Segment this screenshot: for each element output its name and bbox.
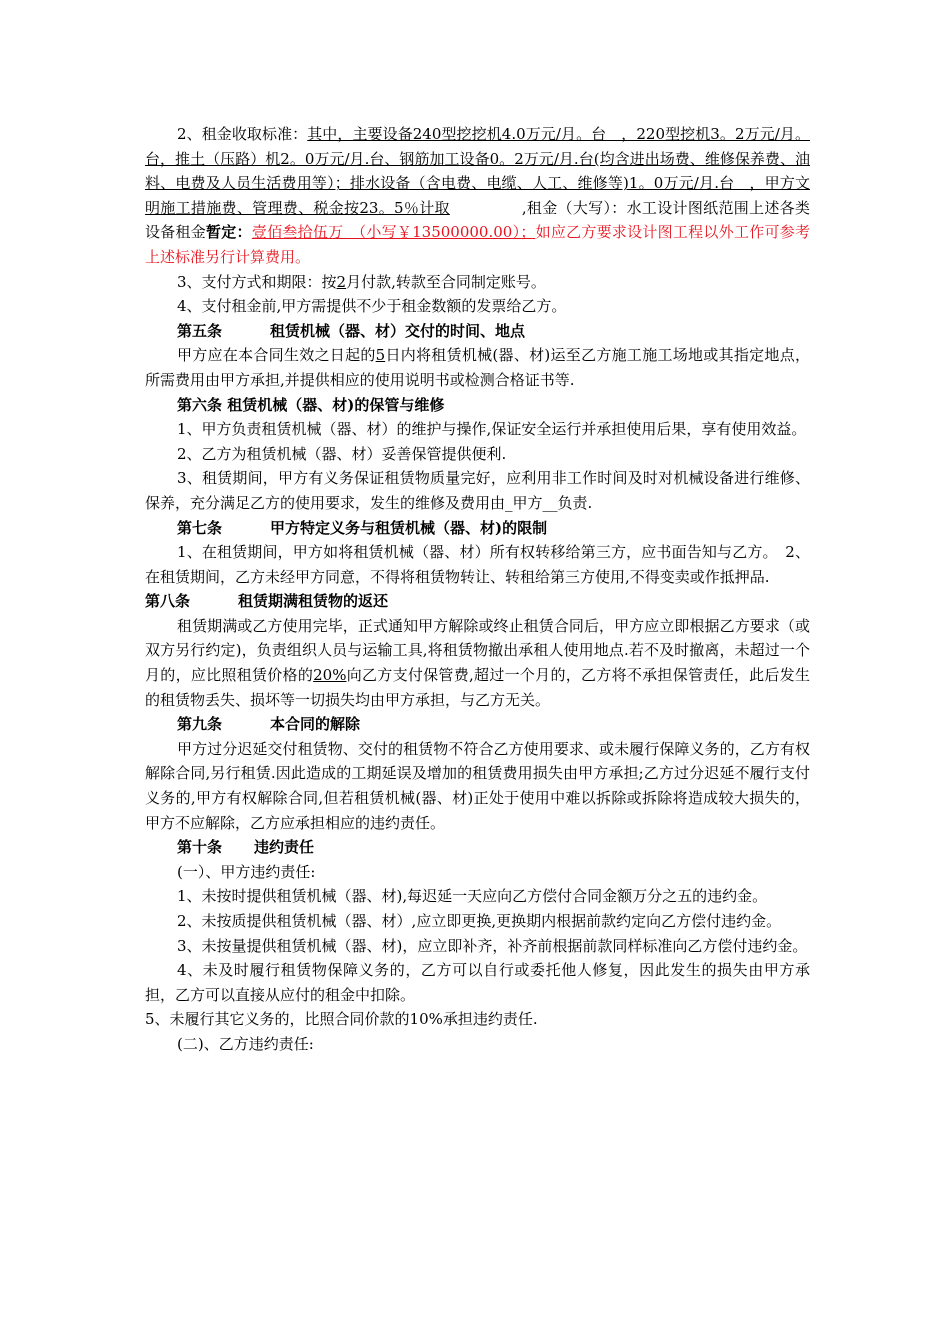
document-page (145, 122, 810, 1057)
text-segment: 甲方应在本合同生效之日起的 (177, 346, 376, 365)
clause-title: 租赁机械（器、材）交付的时间、地点 (270, 321, 526, 340)
clause-number: 第八条 (145, 592, 191, 611)
text-segment: 日内将租赁机械(器、材)运至乙方施工施工场地或其指定地点，所需费用由甲方承担,并提供相应的使用说明书或检测合格证书等. (145, 346, 810, 389)
party-a-liability-item-5: 5、未履行其它义务的，比照合同价款的10%承担违约责任. (145, 1010, 538, 1029)
clause-number: 第五条 (177, 321, 223, 340)
party-a-liability-item-3: 3、未按量提供租赁机械（器、材)，应立即补齐，补齐前根据前款同样标准向乙方偿付违约金。 (177, 936, 808, 955)
clause9-heading (145, 712, 810, 737)
clause5-paragraph (145, 343, 810, 392)
rent-amount-text: 壹佰叁拾伍万 （小写￥13500000.00）； (251, 223, 536, 242)
text-segment: 租赁期满或乙方使用完毕，正式通知甲方解除或终止租赁合同后，甲方应立即根据乙方要求（或双方另行约定)，负责组织人员与运输工具,将租赁物撤出承租人使用地点.若不及时撤离，未超过一个月的，应比照租赁价格的 (145, 616, 810, 685)
clause7-heading (145, 516, 810, 541)
text-segment: ,租金（大写）：水工设计图纸范围上述各类设备租金 (145, 198, 810, 242)
delivery-days-value: 5 (375, 346, 386, 365)
party-b-liability-heading: (二)、乙方违约责任: (177, 1034, 314, 1053)
clause10-heading (145, 835, 810, 860)
text-segment: 3、支付方式和期限：按 (177, 272, 337, 291)
payment-terms-paragraph (145, 270, 810, 295)
text-segment: 月付款,转款至合同制定账号。 (346, 272, 546, 291)
provisional-label: 暂定： (206, 223, 252, 242)
clause9-paragraph: 甲方过分迟延交付租赁物、交付的租赁物不符合乙方使用要求、或未履行保障义务的，乙方有权解除合同,另行租赁.因此造成的工期延误及增加的租赁费用损失由甲方承担;乙方过分迟延不履行支付义务的,甲方有权解除合同,但若租赁机械(器、材)正处于使用中难以拆除或拆除将造成较大损失的，甲方不应解除，乙方应承担相应的违约责任。 (145, 739, 810, 832)
clause-title: 租赁期满租赁物的返还 (238, 592, 389, 611)
clause-title: 违约责任 (254, 838, 315, 857)
party-a-liability-item-1: 1、未按时提供租赁机械（器、材),每迟延一天应向乙方偿付合同金额万分之五的违约金。 (177, 887, 768, 906)
payment-period-value: 2 (336, 272, 347, 291)
text-segment: 向乙方支付保管费,超过一个月的，乙方将不承担保管责任，此后发生的租赁物丢失、损坏等一切损失均由甲方承担，与乙方无关。 (145, 666, 810, 709)
text-segment: 2、租金收取标准： (177, 125, 308, 143)
clause7-paragraph: 1、在租赁期间，甲方如将租赁机械（器、材）所有权转移给第三方，应书面告知与乙方。 2、在租赁期间，乙方未经甲方同意，不得将租赁物转让、转租给第三方使用,不得变卖或作抵押品. (145, 543, 810, 586)
extra-work-note: 如应乙方要求设计图工程以外工作可参考上述标准另行计算费用。 (145, 223, 810, 266)
rent-standard-paragraph (145, 122, 810, 270)
clause8-heading (145, 589, 810, 614)
clause6-item-2: 2、乙方为租赁机械（器、材）妥善保管提供便利. (177, 444, 507, 463)
clause-title: 甲方特定义务与租赁机械（器、材)的限制 (270, 518, 548, 537)
storage-fee-rate: 20% (313, 666, 347, 685)
equipment-rates-text: 其中，主要设备240型挖挖机4.0万元/月。台 ，220型挖机3。2万元/月。台，推土（压路）机2。0万元/月.台、钢筋加工设备0。2万元/月.台(均含进出场费、维修保养费、油料、电费及人员生活费用等）；排水设备（含电费、电缆、人工、维修等)1。0万元/月.台 ，甲方文明施工措施费、管理费、税金按23。5％计取 (145, 125, 810, 217)
clause5-heading (145, 319, 810, 344)
clause6-item-1: 1、甲方负责租赁机械（器、材）的维护与操作,保证安全运行并承担使用后果，享有使用效益。 (177, 420, 807, 439)
invoice-paragraph: 4、支付租金前,甲方需提供不少于租金数额的发票给乙方。 (177, 297, 567, 316)
clause-number: 第七条 (177, 518, 223, 537)
clause-title: 本合同的解除 (270, 715, 361, 734)
clause6-heading: 第六条 租赁机械（器、材)的保管与维修 (177, 395, 445, 414)
clause6-item-3: 3、租赁期间，甲方有义务保证租赁物质量完好，应利用非工作时间及时对机械设备进行维修、保养，充分满足乙方的使用要求，发生的维修及费用由_甲方__负责. (145, 469, 810, 512)
clause-number: 第十条 (177, 838, 223, 857)
clause8-paragraph (145, 614, 810, 712)
party-a-liability-item-2: 2、未按质提供租赁机械（器、材）,应立即更换,更换期内根据前款约定向乙方偿付违约金。 (177, 912, 782, 930)
party-a-liability-item-4: 4、未及时履行租赁物保障义务的，乙方可以自行或委托他人修复，因此发生的损失由甲方承担，乙方可以直接从应付的租金中扣除。 (145, 961, 810, 1004)
clause-number: 第九条 (177, 715, 223, 734)
party-a-liability-heading: (一）、甲方违约责任: (177, 862, 316, 881)
